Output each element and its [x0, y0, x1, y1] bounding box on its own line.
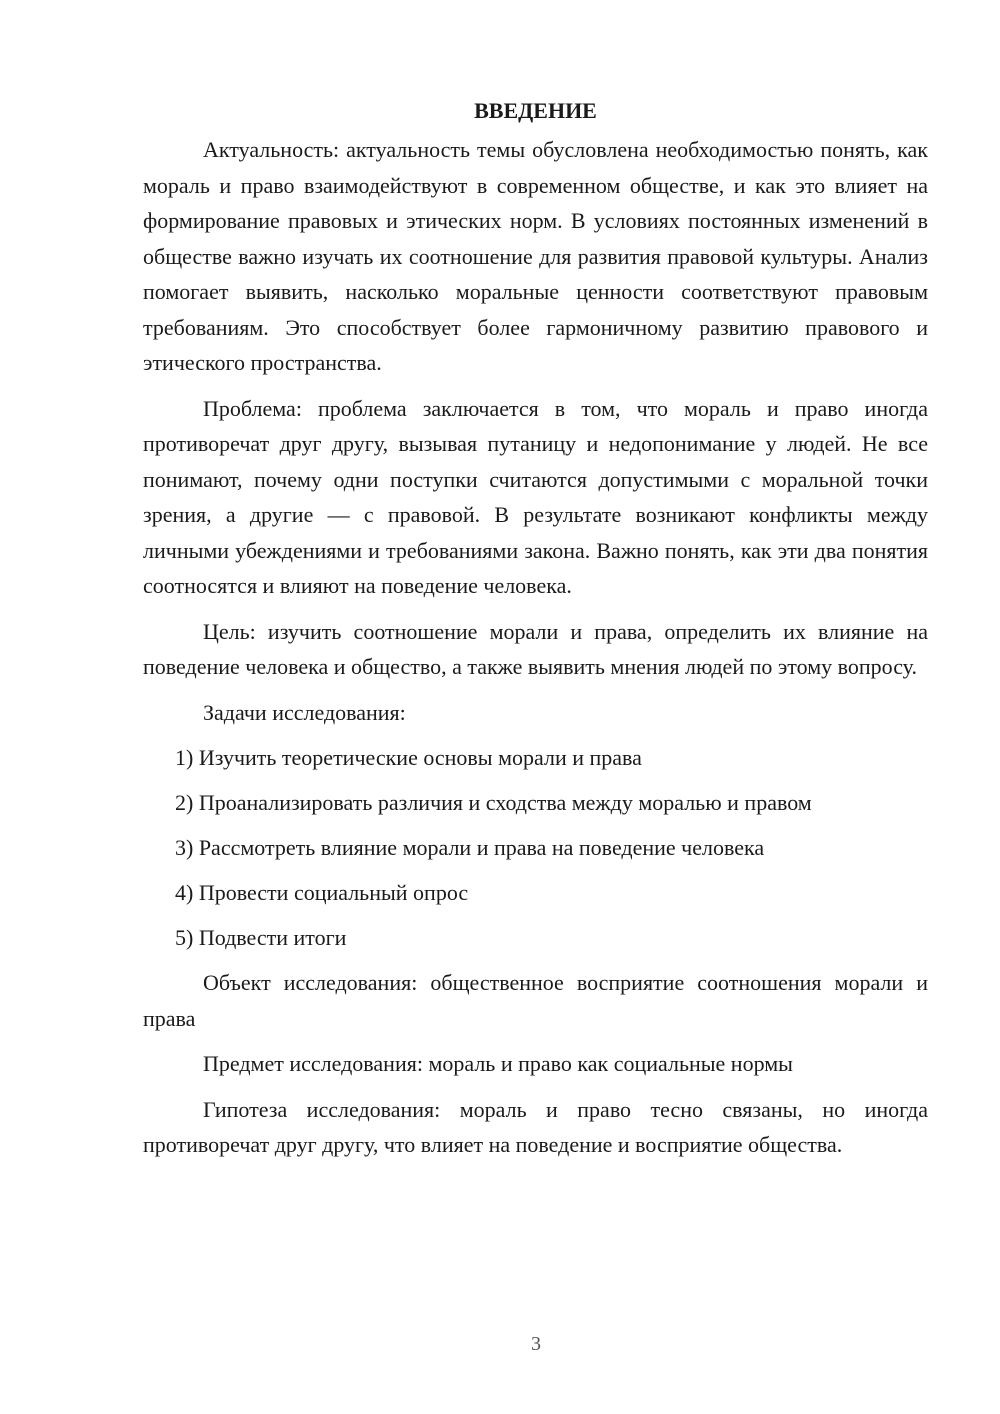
goal-paragraph: Цель: изучить соотношение морали и права, определить их влияние на поведение человека и общество, а также выявить мнения людей по этому вопросу. [143, 618, 928, 679]
page-title: ВВЕДЕНИЕ [474, 98, 597, 123]
document-page [143, 97, 928, 1173]
list-item: 1) Изучить теоретические основы морали и права [175, 745, 642, 770]
problem-paragraph: Проблема: проблема заключается в том, что мораль и право иногда противоречат друг другу, вызывая путаницу и недопонимание у людей. Не все понимают, почему одни поступки считаются допустимыми с моральной точки зрения, а другие — с правовой. В результате возникают конфликты между личными убеждениями и требованиями закона. Важно понять, как эти два понятия соотносятся и влияют на поведение человека. [143, 395, 928, 598]
list-item: 2) Проанализировать различия и сходства между моралью и правом [175, 790, 812, 815]
list-item: 3) Рассмотреть влияние морали и права на поведение человека [175, 835, 765, 860]
subject-paragraph: Предмет исследования: мораль и право как социальные нормы [203, 1051, 793, 1076]
tasks-heading: Задачи исследования: [203, 699, 406, 725]
hypothesis-paragraph: Гипотеза исследования: мораль и право тесно связаны, но иногда противоречат друг другу, что влияет на поведение и восприятие общества. [143, 1096, 928, 1157]
page-number: 3 [531, 1333, 541, 1355]
list-item: 5) Подвести итоги [175, 925, 347, 950]
list-item: 4) Провести социальный опрос [175, 880, 469, 905]
object-paragraph: Объект исследования: общественное восприятие соотношения морали и права [143, 970, 928, 1031]
tasks-list [143, 740, 928, 956]
relevance-paragraph: Актуальность: актуальность темы обусловлена необходимостью понять, как мораль и право взаимодействуют в современном обществе, и как это влияет на формирование правовых и этических норм. В условиях постоянных изменений в обществе важно изучать их соотношение для развития правовой культуры. Анализ помогает выявить, насколько моральные ценности соответствуют правовым требованиям. Это способствует более гармоничному развитию правового и этического пространства. [143, 137, 928, 375]
